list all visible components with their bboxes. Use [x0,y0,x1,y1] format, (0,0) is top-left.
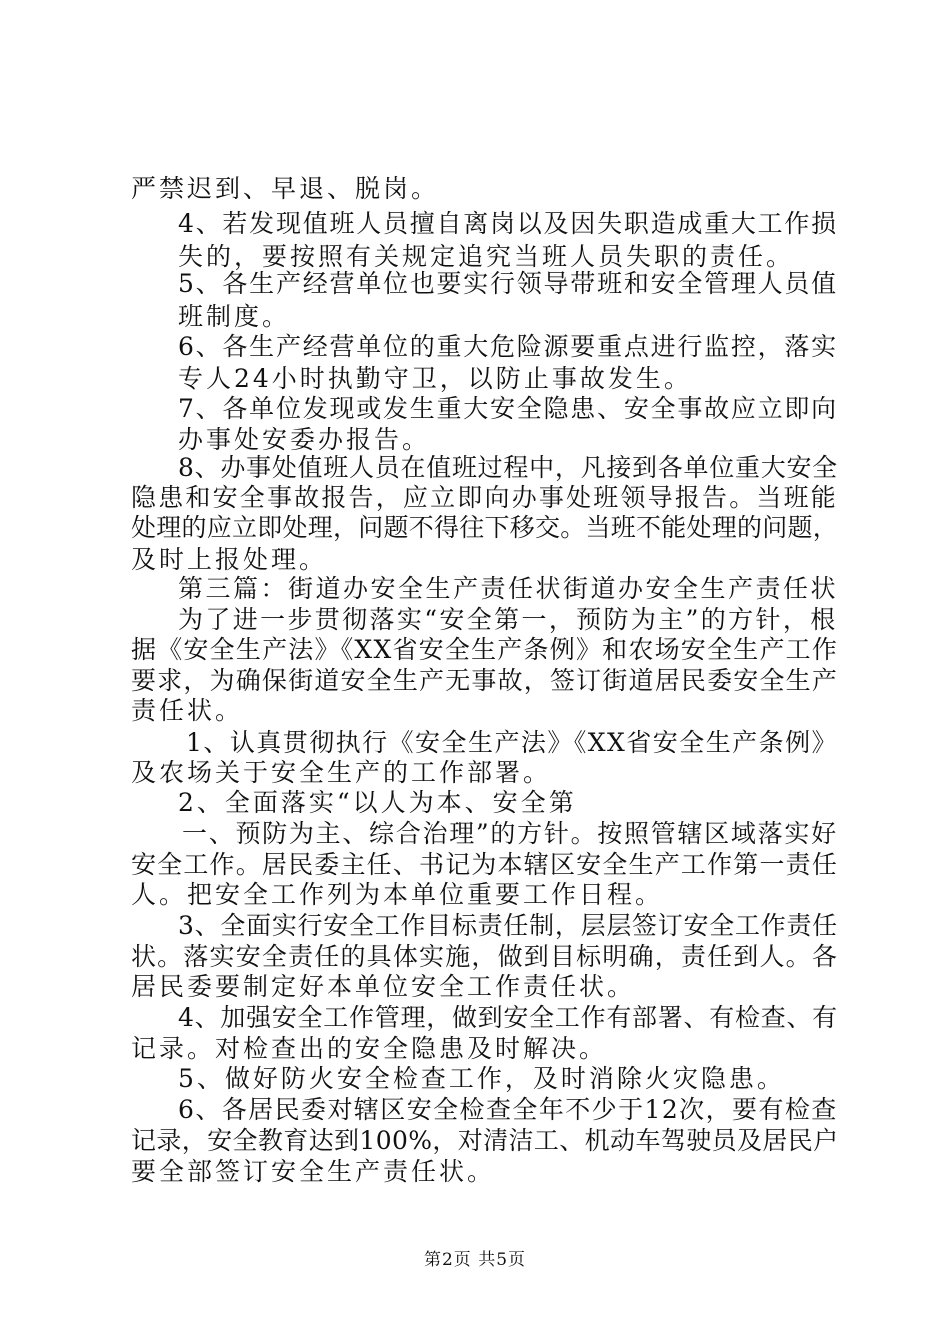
text-line: 4、加强安全工作管理，做到安全工作有部署、有检查、有 [178,1003,838,1032]
text-line: 5、做好防火安全检查工作，及时消除火灾隐患。 [178,1064,785,1093]
text-line: 班制度。 [178,302,291,331]
text-line: 状。落实安全责任的具体实施，做到目标明确，责任到人。各 [131,942,839,971]
text-line: 要全部签订安全生产责任状。 [131,1157,496,1186]
text-line: 一、预防为主、综合治理”的方针。按照管辖区域落实好 [182,819,838,848]
text-line: 及农场关于安全生产的工作部署。 [131,758,552,787]
text-line: 要求，为确保街道安全生产无事故，签订街道居民委安全生产 [131,666,839,695]
text-line: 5、各生产经营单位也要实行领导带班和安全管理人员值 [178,269,838,298]
text-line: 安全工作。居民委主任、书记为本辖区安全生产工作第一责任 [131,850,839,879]
text-line: 及时上报处理。 [131,545,328,574]
text-line: 据《安全生产法》《XX省安全生产条例》和农场安全生产工作 [131,635,839,664]
text-line: 人。把安全工作列为本单位重要工作日程。 [131,880,664,909]
text-line: 失的，要按照有关规定追究当班人员失职的责任。 [178,242,795,271]
text-line: 4、若发现值班人员擅自离岗以及因失职造成重大工作损 [178,209,838,238]
text-line: 责任状。 [131,696,244,725]
text-line: 记录，安全教育达到100%，对清洁工、机动车驾驶员及居民户 [131,1126,839,1155]
text-line: 6、各生产经营单位的重大危险源要重点进行监控，落实 [178,332,838,361]
text-line: 严禁迟到、早退、脱岗。 [131,174,440,203]
text-line: 办事处安委办报告。 [178,425,431,454]
text-line: 1、认真贯彻执行《安全生产法》《XX省安全生产条例》 [186,728,839,757]
text-line: 处理的应立即处理，问题不得往下移交。当班不能处理的问题， [131,513,839,542]
section-heading: 第三篇：街道办安全生产责任状街道办安全生产责任状 [178,574,839,603]
page-number: 第2页 共5页 [423,1250,527,1270]
text-line: 2、全面落实“以人为本、安全第 [178,788,577,817]
text-line: 6、各居民委对辖区安全检查全年不少于12次，要有检查 [178,1095,838,1124]
text-line: 8、办事处值班人员在值班过程中，凡接到各单位重大安全 [178,453,838,482]
text-line: 居民委要制定好本单位安全工作责任状。 [131,972,636,1001]
text-line: 专人24小时执勤守卫，以防止事故发生。 [178,364,692,393]
text-line: 7、各单位发现或发生重大安全隐患、安全事故应立即向 [178,394,838,423]
text-line: 记录。对检查出的安全隐患及时解决。 [131,1034,608,1063]
text-line: 隐患和安全事故报告，应立即向办事处班领导报告。当班能 [131,483,839,512]
text-line: 3、全面实行安全工作目标责任制，层层签订安全工作责任 [178,911,838,940]
text-line: 为了进一步贯彻落实“安全第一，预防为主”的方针，根 [178,605,838,634]
